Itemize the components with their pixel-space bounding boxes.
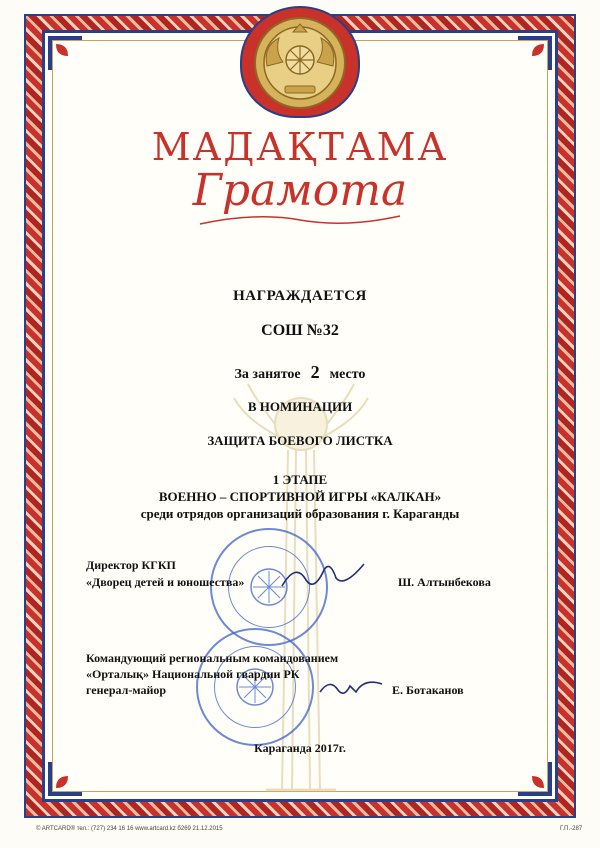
director-name: Ш. Алтынбекова [398, 575, 491, 589]
certificate-title-kazakh: МАДАҚТАМА [151, 125, 449, 169]
commander-title-line-3: генерал-майор [86, 683, 167, 697]
place-prefix: За занятое [234, 367, 301, 382]
director-title-line-1: Директор КГКП [86, 558, 176, 572]
commander-name: Е. Ботаканов [392, 683, 464, 697]
place-number: 2 [310, 362, 320, 382]
commander-title-line-1: Командующий региональным командованием [86, 651, 339, 665]
game-name: ВОЕННО – СПОРТИВНОЙ ИГРЫ «КАЛКАН» [158, 489, 442, 504]
place-and-date: Караганда 2017г. [254, 741, 346, 755]
director-signature-icon [278, 556, 368, 596]
corner-ornament-icon [46, 34, 84, 72]
participants-text: среди отрядов организаций образования г. Караганды [140, 506, 460, 521]
corner-ornament-icon [516, 34, 554, 72]
stage-text: 1 ЭТАПЕ [272, 472, 328, 487]
director-title-line-2: «Дворец детей и юношества» [86, 575, 245, 589]
corner-ornament-icon [516, 760, 554, 798]
nomination-name: ЗАЩИТА БОЕВОГО ЛИСТКА [207, 433, 393, 448]
certificate-title-russian: Грамота [192, 165, 408, 216]
commander-signature-icon [316, 668, 386, 704]
state-emblem-icon [253, 16, 347, 110]
nomination-label: В НОМИНАЦИИ [247, 399, 353, 414]
corner-ornament-icon [46, 760, 84, 798]
printer-imprint: © ARTCARD® тел.: (727) 234 16 16 www.artcard.kz б269 21.12.2015 [36, 826, 223, 832]
awarded-heading: НАГРАЖДАЕТСЯ [233, 288, 367, 304]
recipient-name: СОШ №32 [261, 322, 339, 339]
place-line [0, 362, 600, 383]
form-code: Г.П.-287 [560, 826, 583, 832]
place-suffix: место [329, 367, 366, 382]
title-flourish-icon [196, 210, 404, 230]
commander-title-line-2: «Орталық» Национальной гвардии РК [86, 667, 300, 681]
official-stamp-lower [196, 628, 314, 746]
